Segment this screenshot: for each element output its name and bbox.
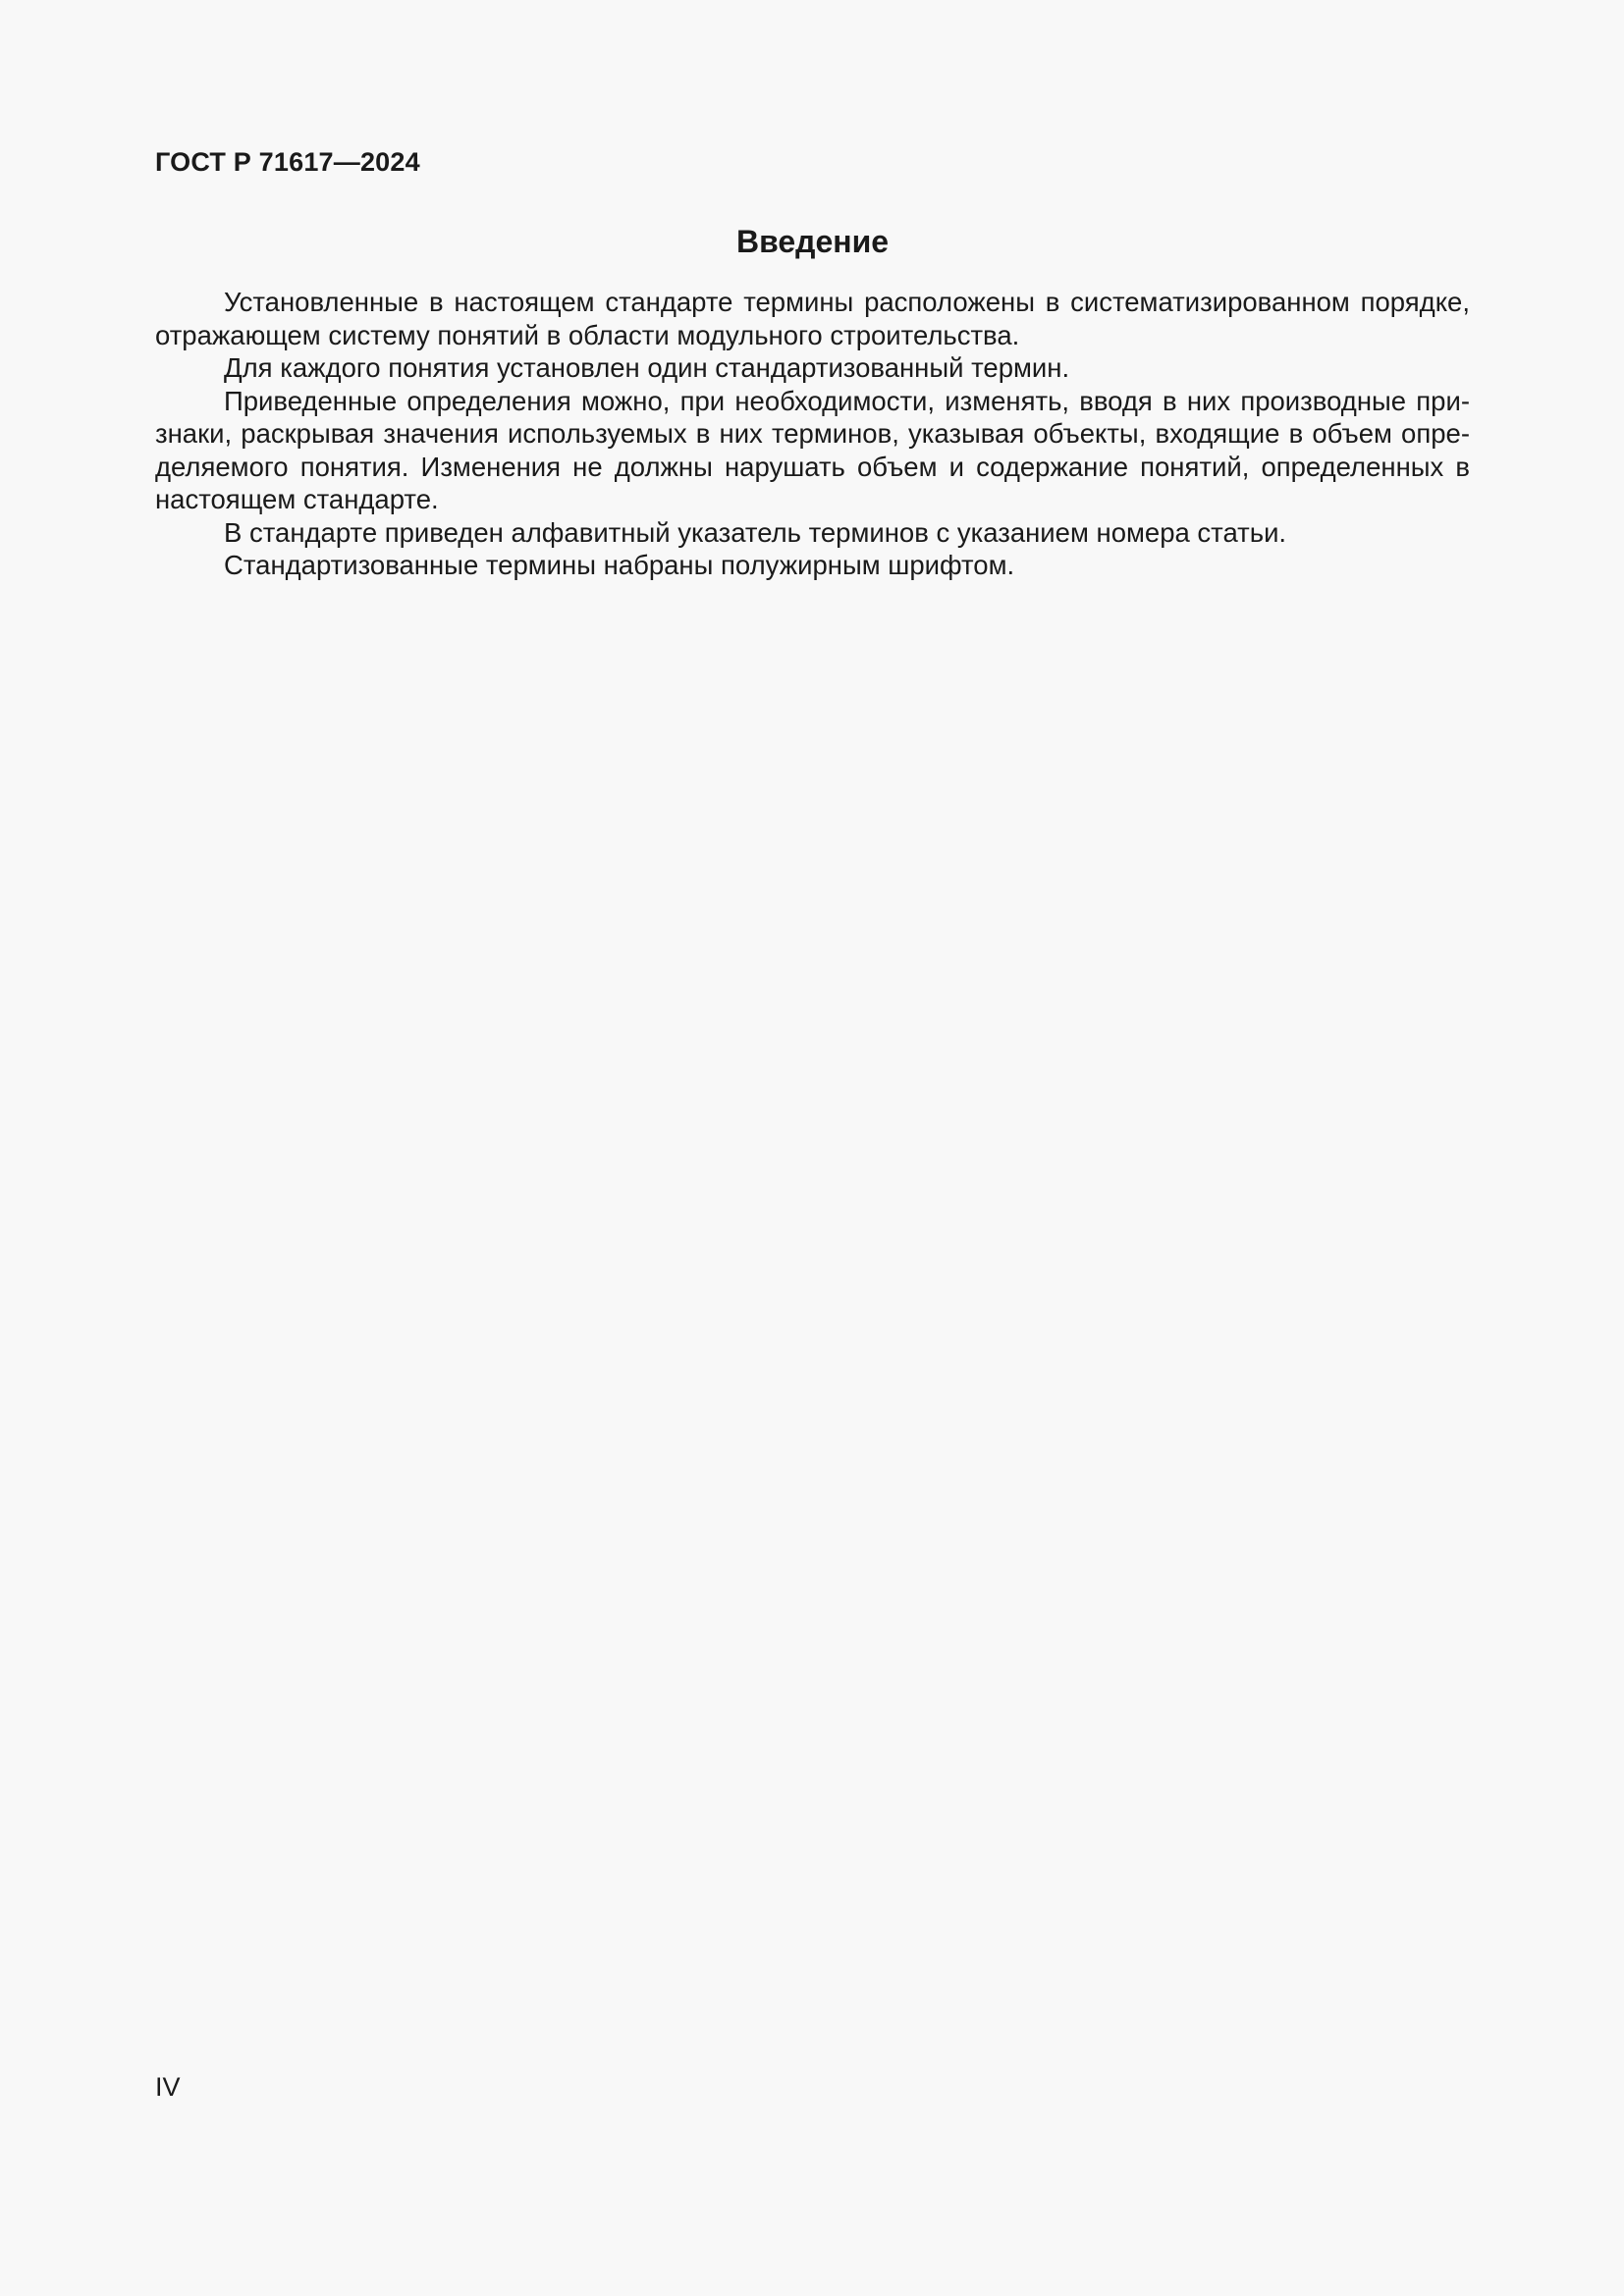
- section-title: Введение: [735, 224, 890, 259]
- page-number: IV: [155, 2072, 181, 2102]
- paragraph: В стандарте приведен алфавитный указатель терминов с указанием номера статьи.: [224, 516, 1287, 548]
- paragraph: Приведенные определения можно, при необходимости, изменять, вводя в них производные признаки, раскрывая значения используемых в них терминов, указывая объекты, входящие в объем определяемого понятия. Изменения не должны нарушать объем и содержание понятий, определенных в настоящем стандарте.: [155, 385, 1470, 514]
- paragraph: Для каждого понятия установлен один стандартизованный термин.: [224, 352, 1070, 383]
- paragraph: Установленные в настоящем стандарте термины расположены в систематизированном порядке, отражающем систему понятий в области модульного строительства.: [155, 287, 1470, 350]
- section-body: [155, 286, 1470, 582]
- paragraph: Стандартизованные термины набраны полужирным шрифтом.: [224, 550, 1015, 580]
- document-code-header: ГОСТ Р 71617—2024: [155, 147, 420, 177]
